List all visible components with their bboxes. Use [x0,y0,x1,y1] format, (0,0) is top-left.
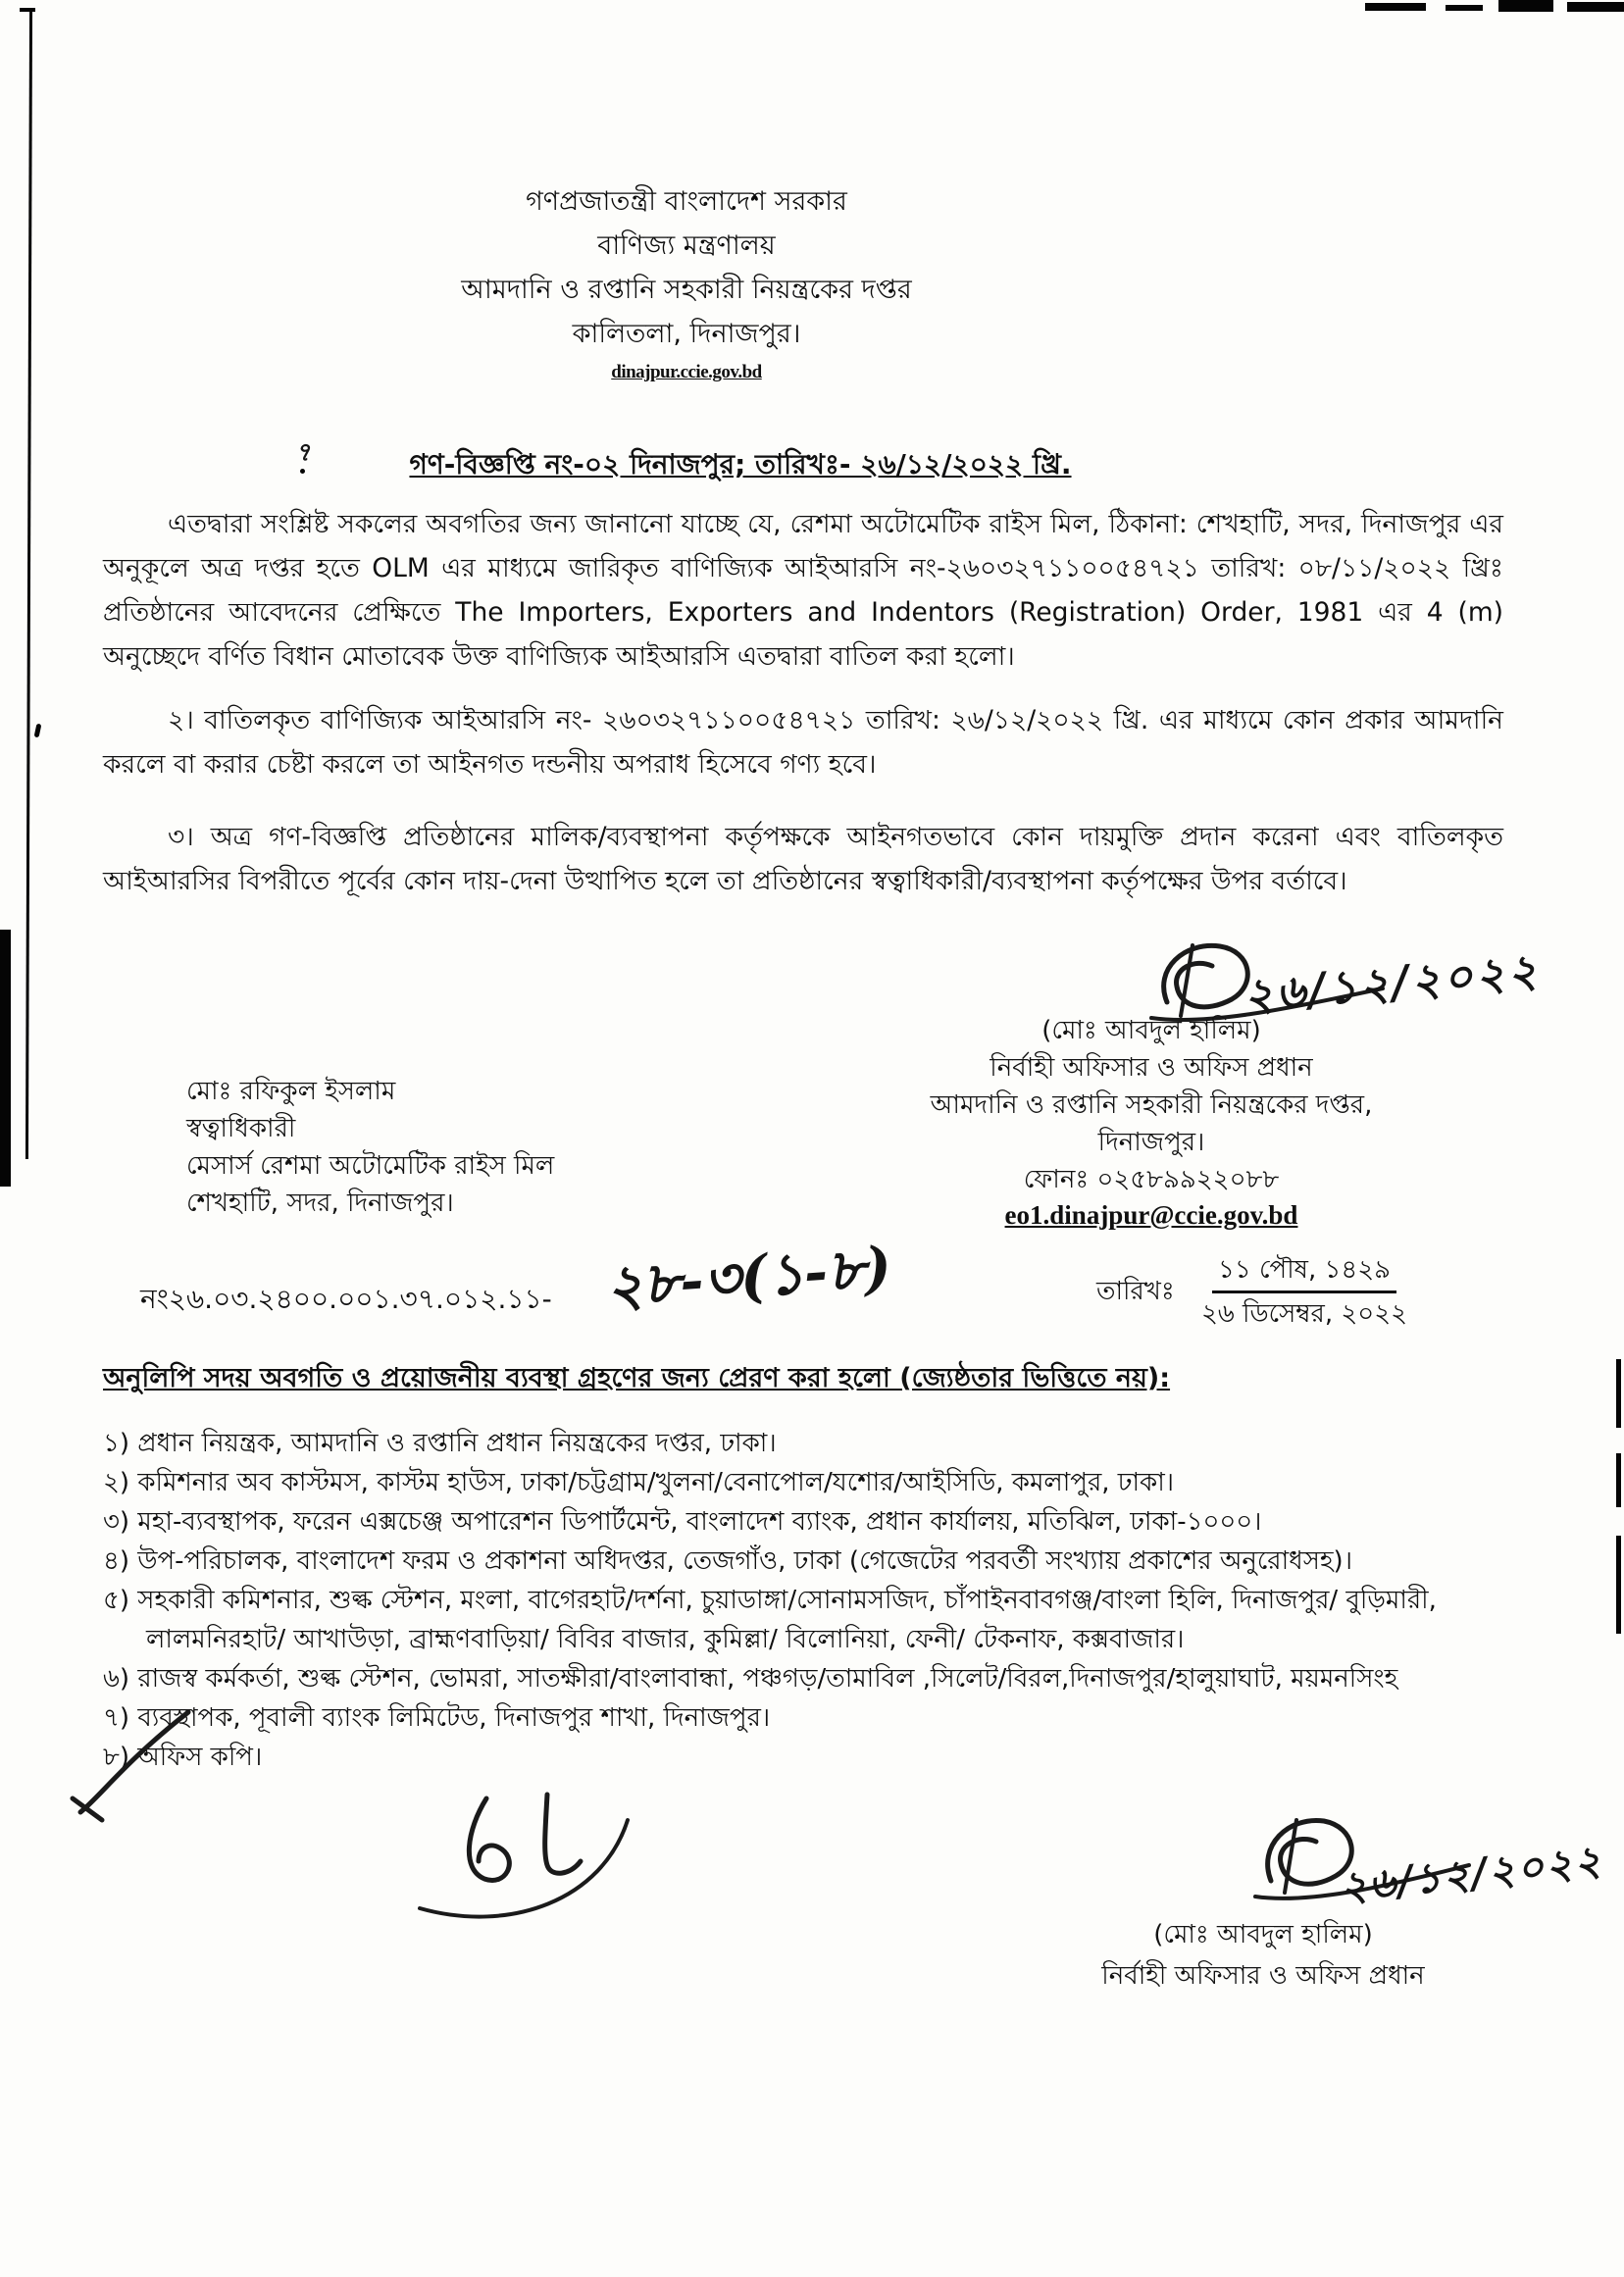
signatory-designation: নির্বাহী অফিসার ও অফিস প্রধান [990,1053,1313,1083]
scan-artifact-left-tick [20,8,35,12]
date-gregorian: ২৬ ডিসেম্বর, ২০২২ [1200,1299,1408,1329]
notice-title-wrap [294,443,1187,489]
distribution-item-5: ৫) সহকারী কমিশনার, শুল্ক স্টেশন, মংলা, বাগেরহাট/দর্শনা, চুয়াডাঙ্গা/সোনামসজিদ, চাঁপাইনবাবগঞ্জ/বাংলা হিলি, দিনাজপুর/ বুড়িমারী, লালমনিরহাট/ আখাউড়া, ব্রাহ্মণবাড়িয়া/ বিবির বাজার, কুমিল্লা/ বিলোনিয়া, ফেনী/ টেকনাফ, কক্সবাজার। [103,1586,1437,1654]
memo-number: নং২৬.০৩.২৪০০.০০১.৩৭.০১২.১১- [140,1283,552,1315]
recipient-name: মোঃ রফিকুল ইসলাম [186,1077,396,1106]
footer-signatory-block [1057,1914,1469,1997]
scan-artifact-top-right-2 [1446,5,1483,11]
notice-paragraph-3: ৩। অত্র গণ-বিজ্ঞপ্তি প্রতিষ্ঠানের মালিক/ব্যবস্থাপনা কর্তৃপক্ষকে আইনগতভাবে কোন দায়মুক্তি প্রদান করেনা এবং বাতিলকৃত আইআরসির বিপরীতে পূর্বের কোন দায়-দেনা উত্থাপিত হলে তা প্রতিষ্ঠানের স্বত্বাধিকারী/ব্যবস্থাপনা কর্তৃপক্ষের উপর বর্তাবে। [103,822,1503,896]
scan-artifact-top-right-3 [1498,0,1553,12]
distribution-item-7: ৭) ব্যবস্থাপক, পূবালী ব্যাংক লিমিটেড, দিনাজপুর শাখা, দিনাজপুর। [103,1703,771,1733]
distribution-item-4: ৪) উপ-পরিচালক, বাংলাদেশ ফরম ও প্রকাশনা অধিদপ্তর, তেজগাঁও, ঢাকা (গেজেটের পরবর্তী সংখ্যায় প্রকাশের অনুরোধসহ)। [103,1546,1352,1576]
date-block [1187,1251,1422,1333]
scan-artifact-top-right-4 [1567,2,1624,12]
distribution-item-2: ২) কমিশনার অব কাস্টমস, কাস্টম হাউস, ঢাকা/চট্টগ্রাম/খুলনা/বেনাপোল/যশোর/আইসিডি, কমলাপুর, ঢাকা। [103,1468,1175,1497]
date-bangla: ১১ পৌষ, ১৪২৯ [1212,1251,1396,1293]
footer-handwritten-date: ২৬/১২/২০২২ [1337,1836,1605,1911]
letterhead [0,179,1373,383]
notice-paragraph-1: এতদ্বারা সংশ্লিষ্ট সকলের অবগতির জন্য জানানো যাচ্ছে যে, রেশমা অটোমেটিক রাইস মিল, ঠিকানা: শেখহাটি, সদর, দিনাজপুর এর অনুকূলে অত্র দপ্তর হতে OLM এর মাধ্যমে জারিকৃত বাণিজ্যিক আইআরসি নং-২৬০৩২৭১১০০৫৪৭২১ তারিখ: ০৮/১১/২০২২ খ্রিঃ প্রতিষ্ঠানের আবেদনের প্রেক্ষিতে The Importers, Exporters and Indentors (Registration) Order, 1981 এর 4 (m) অনুচ্ছেদে বর্ণিত বিধান মোতাবেক উক্ত বাণিজ্যিক আইআরসি এতদ্বারা বাতিল করা হলো। [103,509,1503,672]
handwritten-signature-date: ২৬/১২/২০২২ [1241,942,1543,1023]
scan-edge-tick-1 [1616,1359,1621,1428]
date-label: তারিখঃ [1096,1277,1175,1306]
distribution-item-6: ৬) রাজস্ব কর্মকর্তা, শুল্ক স্টেশন, ভোমরা, সাতক্ষীরা/বাংলাবান্ধা, পঞ্চগড়/তামাবিল ,সিলেট/বিরল,দিনাজপুর/হালুয়াঘাট, ময়মনসিংহ [103,1664,1398,1694]
recipient-company: মেসার্স রেশমা অটোমেটিক রাইস মিল [186,1151,555,1181]
distribution-item-8: ৮) অফিস কপি। [103,1743,263,1772]
handwritten-margin-mark: ৭ [290,435,315,469]
recipient-address: শেখহাটি, সদর, দিনাজপুর। [186,1189,454,1218]
signatory-email: eo1.dinajpur@ccie.gov.bd [1004,1200,1298,1230]
scan-edge-tick-2 [1616,1453,1621,1507]
signatory-office: আমদানি ও রপ্তানি সহকারী নিয়ন্ত্রকের দপ্তর, দিনাজপুর। [930,1090,1373,1157]
scan-speck [34,724,42,738]
signatory-block [910,1012,1393,1231]
office-copy-checkmark-icon [67,1702,204,1830]
scan-artifact-left-blob [0,930,11,1187]
scan-artifact-top-right-1 [1365,3,1426,11]
distribution-heading: অনুলিপি সদয় অবগতি ও প্রয়োজনীয় ব্যবস্থা গ্রহণের জন্য প্রেরণ করা হলো (জ্যেষ্ঠতার ভিত্তিতে নয়): [103,1363,1171,1393]
office-address: কালিতলা, দিনাজপুর। [572,319,801,349]
recipient-title: স্বত্বাধিকারী [186,1114,296,1143]
signatory-name: (মোঃ আবদুল হালিম) [1041,1016,1261,1045]
signatory-phone: ফোনঃ ০২৫৮৯৯২২০৮৮ [1023,1165,1280,1194]
office-name: আমদানি ও রপ্তানি সহকারী নিয়ন্ত্রকের দপ্তর [461,275,912,305]
recipient-block [186,1073,554,1222]
handwritten-flourish-icon [392,1785,657,1942]
footer-signatory-name: (মোঃ আবদুল হালিম) [1153,1920,1373,1949]
government-name: গণপ্রজাতন্ত্রী বাংলাদেশ সরকার [526,186,847,217]
ministry-name: বাণিজ্য মন্ত্রণালয় [597,230,776,261]
distribution-item-3: ৩) মহা-ব্যবস্থাপক, ফরেন এক্সচেঞ্জ অপারেশন ডিপার্টমেন্ট, বাংলাদেশ ব্যাংক, প্রধান কার্যালয়, মতিঝিল, ঢাকা-১০০০। [103,1507,1262,1537]
footer-signatory-designation: নির্বাহী অফিসার ও অফিস প্রধান [1101,1961,1425,1991]
handwritten-memo-suffix: ২৮-৩(১-৮) [603,1233,894,1321]
scan-edge-tick-3 [1616,1536,1621,1634]
distribution-list [103,1424,1574,1777]
website-link: dinajpur.ccie.gov.bd [611,362,762,382]
distribution-item-1: ১) প্রধান নিয়ন্ত্রক, আমদানি ও রপ্তানি প্রধান নিয়ন্ত্রকের দপ্তর, ঢাকা। [103,1429,777,1458]
notice-title: গণ-বিজ্ঞপ্তি নং-০২ দিনাজপুর; তারিখঃ- ২৬/১২/২০২২ খ্রি. [409,448,1072,481]
notice-paragraph-2: ২। বাতিলকৃত বাণিজ্যিক আইআরসি নং- ২৬০৩২৭১১০০৫৪৭২১ তারিখ: ২৬/১২/২০২২ খ্রি. এর মাধ্যমে কোন প্রকার আমদানি করলে বা করার চেষ্টা করলে তা আইনগত দন্ডনীয় অপরাধ হিসেবে গণ্য হবে। [103,705,1503,780]
